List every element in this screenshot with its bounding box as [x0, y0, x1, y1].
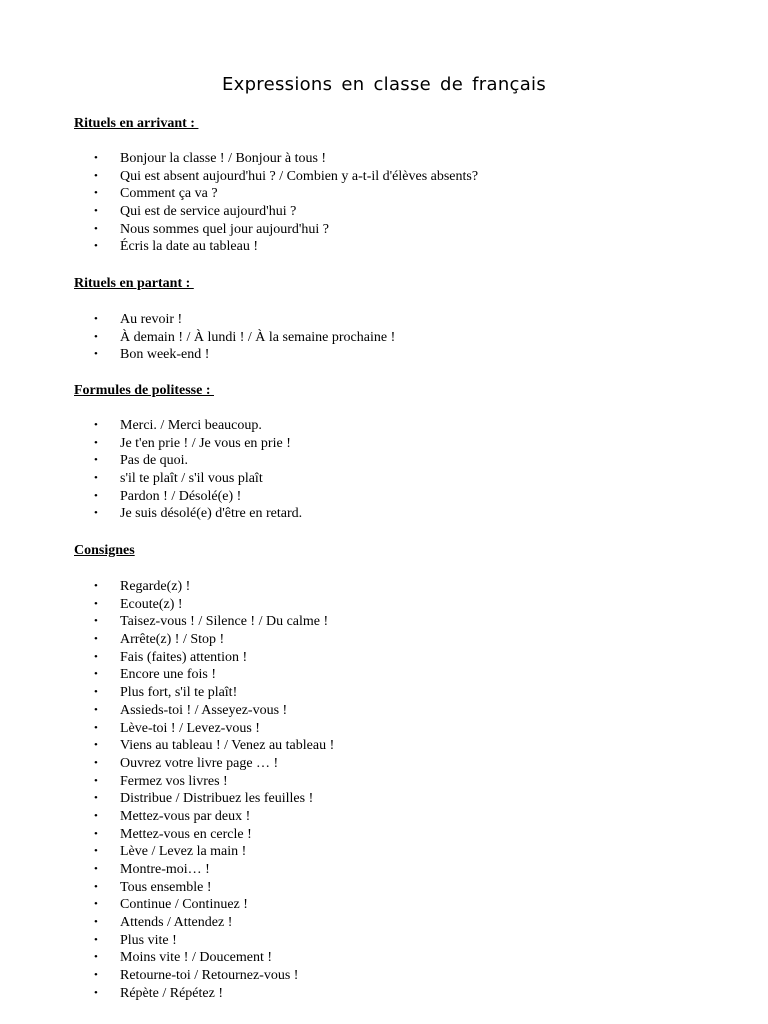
list-item-text: Regarde(z) !: [120, 579, 191, 594]
bullet-icon: •: [94, 756, 98, 769]
bullet-icon: •: [94, 152, 98, 164]
document-title: Expressions en classe de français: [221, 74, 547, 95]
bullet-icon: •: [94, 597, 98, 610]
bullet-icon: •: [94, 898, 98, 911]
bullet-icon: •: [94, 774, 98, 787]
list-item-text: Fermez vos livres !: [120, 773, 228, 789]
list-item-text: Ecoute(z) !: [120, 596, 183, 612]
bullet-icon: •: [94, 615, 98, 628]
bullet-icon: •: [94, 472, 98, 485]
list-item-text: À demain ! / À lundi ! / À la semaine prochaine !: [120, 329, 396, 345]
list-item-text: Ouvrez votre livre page … !: [120, 755, 279, 771]
list-item-text: Comment ça va ?: [120, 186, 218, 202]
bullet-icon: •: [94, 650, 98, 663]
list-item-text: Je t'en prie ! / Je vous en prie !: [120, 435, 291, 451]
list-item-text: Taisez-vous ! / Silence ! / Du calme !: [120, 614, 329, 630]
bullet-icon: •: [94, 489, 98, 502]
bullet-icon: •: [94, 916, 98, 929]
bullet-icon: •: [94, 792, 98, 805]
bullet-icon: •: [94, 686, 98, 699]
list-item-text: Viens au tableau ! / Venez au tableau !: [120, 738, 335, 754]
bullet-icon: •: [94, 809, 98, 822]
list-item-text: Encore une fois !: [120, 667, 217, 683]
bullet-icon: •: [94, 933, 98, 946]
bullet-icon: •: [94, 969, 98, 982]
bullet-icon: •: [94, 205, 98, 218]
list-item-text: Répète / Répétez !: [120, 985, 224, 1001]
list-item-text: Bonjour la classe ! / Bonjour à tous !: [120, 151, 327, 166]
section-heading: Rituels en partant :: [74, 276, 194, 291]
list-item-text: Arrête(z) ! / Stop !: [120, 632, 225, 648]
list-item-text: Assieds-toi ! / Asseyez-vous !: [120, 702, 288, 718]
bullet-icon: •: [94, 436, 98, 449]
section-heading: Consignes: [74, 543, 135, 558]
bullet-icon: •: [94, 863, 98, 875]
list-item-text: Distribue / Distribuez les feuilles !: [120, 791, 314, 807]
list-item-text: Montre-moi… !: [120, 862, 210, 877]
bullet-icon: •: [94, 739, 98, 752]
bullet-icon: •: [94, 313, 98, 325]
bullet-icon: •: [94, 454, 98, 467]
bullet-icon: •: [94, 633, 98, 646]
list-item-text: Pardon ! / Désolé(e) !: [120, 488, 242, 504]
bullet-icon: •: [94, 169, 98, 182]
bullet-icon: •: [94, 827, 98, 840]
list-item-text: Mettez-vous par deux !: [120, 808, 251, 824]
list-item-text: Moins vite ! / Doucement !: [120, 950, 273, 966]
list-item-text: Pas de quoi.: [120, 453, 189, 469]
bullet-icon: •: [94, 880, 98, 893]
list-item-text: Au revoir !: [120, 312, 183, 327]
section-heading: Formules de politesse :: [74, 383, 214, 398]
bullet-icon: •: [94, 986, 98, 999]
bullet-icon: •: [94, 222, 98, 235]
bullet-icon: •: [94, 951, 98, 964]
section-heading: Rituels en arrivant :: [74, 116, 199, 131]
list-item-text: Fais (faites) attention !: [120, 649, 248, 665]
list-item-text: Plus fort, s'il te plaît!: [120, 685, 238, 701]
list-item-text: Bon week-end !: [120, 347, 210, 363]
list-item-text: Écris la date au tableau !: [120, 239, 258, 255]
list-item-text: Plus vite !: [120, 932, 177, 948]
list-item-text: Continue / Continuez !: [120, 897, 248, 913]
bullet-icon: •: [94, 668, 98, 681]
list-item-text: Lève-toi ! / Levez-vous !: [120, 720, 260, 736]
list-item-text: Nous sommes quel jour aujourd'hui ?: [120, 221, 329, 237]
list-item-text: s'il te plaît / s'il vous plaît: [120, 471, 263, 487]
list-item-text: Je suis désolé(e) d'être en retard.: [120, 506, 303, 522]
bullet-icon: •: [94, 419, 98, 431]
list-item-text: Tous ensemble !: [120, 879, 212, 895]
bullet-icon: •: [94, 187, 98, 200]
list-item-text: Qui est absent aujourd'hui ? / Combien y a-t-il d'élèves absents?: [120, 168, 479, 184]
bullet-icon: •: [94, 240, 98, 253]
bullet-icon: •: [94, 721, 98, 734]
list-item-text: Mettez-vous en cercle !: [120, 826, 252, 842]
list-item-text: Merci. / Merci beaucoup.: [120, 418, 262, 433]
bullet-icon: •: [94, 507, 98, 520]
list-item-text: Lève / Levez la main !: [120, 844, 247, 860]
bullet-icon: •: [94, 845, 98, 858]
list-item-text: Attends / Attendez !: [120, 915, 233, 931]
bullet-icon: •: [94, 330, 98, 343]
bullet-icon: •: [94, 580, 98, 592]
bullet-icon: •: [94, 703, 98, 716]
list-item-text: Retourne-toi / Retournez-vous !: [120, 968, 299, 984]
list-item-text: Qui est de service aujourd'hui ?: [120, 204, 297, 220]
bullet-icon: •: [94, 348, 98, 361]
